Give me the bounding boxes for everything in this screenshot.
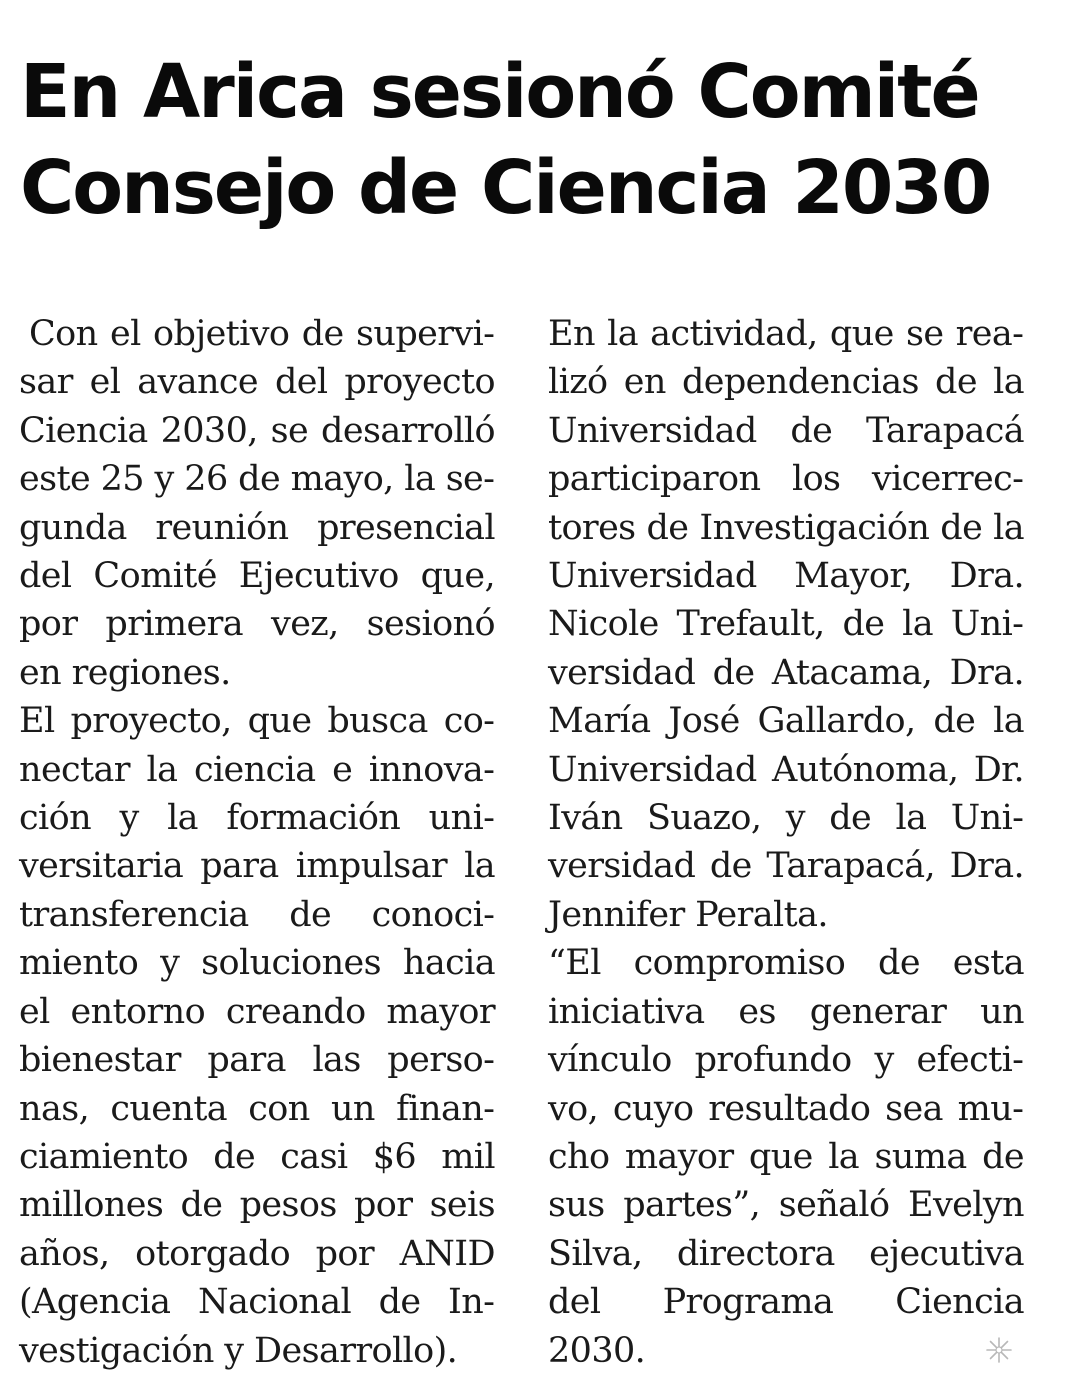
article-column-right bbox=[548, 310, 1024, 1375]
article-column-left bbox=[19, 310, 495, 1375]
paragraph-left-1: Con el objetivo de supervisar el avance del proyecto Ciencia 2030, se desarrolló este 25 y 26 de mayo, la segunda reunión presencial del Comité Ejecutivo que, por primera vez, sesionó en regiones. bbox=[19, 314, 495, 693]
asterisk-icon bbox=[984, 1335, 1014, 1365]
headline bbox=[20, 44, 1060, 236]
headline-line-1: En Arica sesionó Comité bbox=[20, 49, 979, 135]
headline-line-2: Consejo de Ciencia 2030 bbox=[20, 145, 991, 231]
paragraph-right-2: “El compromiso de esta iniciativa es generar un vínculo profundo y efectivo, cuyo resultado sea mucho mayor que la suma de sus partes”, señaló Evelyn Silva, directora ejecutiva del Programa Ciencia 2030. bbox=[548, 943, 1024, 1371]
paragraph-right-1: En la actividad, que se realizó en dependencias de la Universidad de Tarapacá participaron los vicerrectores de Investigación de la Universidad Mayor, Dra. Nicole Trefault, de la Universidad de Atacama, Dra. María José Gallardo, de la Universidad Autónoma, Dr. Iván Suazo, y de la Universidad de Tarapacá, Dra. Jennifer Peralta. bbox=[548, 314, 1024, 935]
paragraph-left-2: El proyecto, que busca conectar la ciencia e innovación y la formación universitaria para impulsar la transferencia de conocimiento y soluciones hacia el entorno creando mayor bienestar para las personas, cuenta con un financiamiento de casi $6 mil millones de pesos por seis años, otorgado por ANID (Agencia Nacional de Investigación y Desarrollo). bbox=[19, 701, 495, 1371]
